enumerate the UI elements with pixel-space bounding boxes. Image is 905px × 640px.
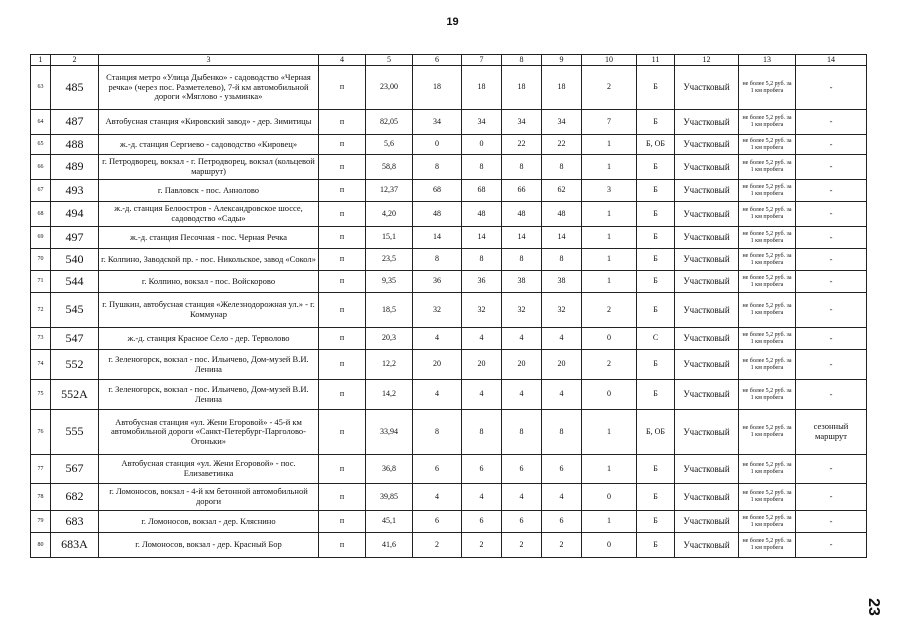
route-length: 12,37 <box>366 180 413 202</box>
column-header: 13 <box>739 55 796 66</box>
cell-c10: 1 <box>582 455 637 484</box>
route-number: 683 <box>51 511 99 533</box>
cell-c7: 36 <box>462 271 502 293</box>
cell-c7: 2 <box>462 533 502 558</box>
row-number: 69 <box>31 227 51 249</box>
vehicle-class: Б <box>637 66 675 110</box>
column-header: 2 <box>51 55 99 66</box>
vehicle-class: Б <box>637 511 675 533</box>
cell-c10: 1 <box>582 202 637 227</box>
column-header: 1 <box>31 55 51 66</box>
cell-c9: 4 <box>542 328 582 350</box>
cell-c6: 32 <box>413 293 462 328</box>
column-header: 5 <box>366 55 413 66</box>
cell-c6: 8 <box>413 155 462 180</box>
cell-c6: 4 <box>413 380 462 410</box>
note: - <box>796 66 867 110</box>
cell-c7: 8 <box>462 155 502 180</box>
vehicle-class: Б <box>637 293 675 328</box>
regularity: Участковый <box>675 227 739 249</box>
route-number: 682 <box>51 484 99 511</box>
cell-c8: 22 <box>502 135 542 155</box>
route-number: 552А <box>51 380 99 410</box>
table-row <box>31 249 867 271</box>
tariff: не более 5,2 руб. за 1 км пробега <box>739 66 796 110</box>
cell-c6: 20 <box>413 350 462 380</box>
regularity: Участковый <box>675 180 739 202</box>
cell-c10: 0 <box>582 484 637 511</box>
route-length: 45,1 <box>366 511 413 533</box>
cell-c10: 1 <box>582 227 637 249</box>
table-row <box>31 180 867 202</box>
route-number: 493 <box>51 180 99 202</box>
route-length: 9,35 <box>366 271 413 293</box>
route-path: г. Павловск - пос. Аннолово <box>99 180 319 202</box>
vehicle-class: Б <box>637 110 675 135</box>
route-type: п <box>319 410 366 455</box>
cell-c8: 6 <box>502 511 542 533</box>
tariff: не более 5,2 руб. за 1 км пробега <box>739 380 796 410</box>
cell-c7: 18 <box>462 66 502 110</box>
cell-c6: 0 <box>413 135 462 155</box>
route-number: 494 <box>51 202 99 227</box>
route-path: г. Зеленогорск, вокзал - пос. Ильичево, Дом-музей В.И. Ленина <box>99 350 319 380</box>
vehicle-class: Б <box>637 455 675 484</box>
vehicle-class: Б <box>637 202 675 227</box>
route-number: 485 <box>51 66 99 110</box>
cell-c10: 2 <box>582 66 637 110</box>
cell-c7: 48 <box>462 202 502 227</box>
row-number: 79 <box>31 511 51 533</box>
cell-c9: 14 <box>542 227 582 249</box>
route-length: 4,20 <box>366 202 413 227</box>
cell-c8: 34 <box>502 110 542 135</box>
table-body <box>31 66 867 558</box>
cell-c6: 2 <box>413 533 462 558</box>
regularity: Участковый <box>675 202 739 227</box>
vehicle-class: Б <box>637 380 675 410</box>
route-length: 82,05 <box>366 110 413 135</box>
cell-c10: 0 <box>582 380 637 410</box>
cell-c10: 1 <box>582 249 637 271</box>
route-type: п <box>319 249 366 271</box>
cell-c7: 14 <box>462 227 502 249</box>
regularity: Участковый <box>675 66 739 110</box>
cell-c7: 34 <box>462 110 502 135</box>
row-number: 72 <box>31 293 51 328</box>
cell-c7: 0 <box>462 135 502 155</box>
tariff: не более 5,2 руб. за 1 км пробега <box>739 484 796 511</box>
table-row <box>31 155 867 180</box>
cell-c8: 14 <box>502 227 542 249</box>
cell-c10: 1 <box>582 135 637 155</box>
route-number: 547 <box>51 328 99 350</box>
note: - <box>796 380 867 410</box>
route-length: 41,6 <box>366 533 413 558</box>
table-row <box>31 511 867 533</box>
row-number: 68 <box>31 202 51 227</box>
cell-c8: 8 <box>502 155 542 180</box>
route-type: п <box>319 380 366 410</box>
vehicle-class: Б <box>637 155 675 180</box>
cell-c10: 0 <box>582 533 637 558</box>
cell-c9: 6 <box>542 511 582 533</box>
route-path: г. Колпино, Заводской пр. - пос. Никольское, завод «Сокол» <box>99 249 319 271</box>
route-number: 545 <box>51 293 99 328</box>
route-type: п <box>319 293 366 328</box>
cell-c8: 4 <box>502 380 542 410</box>
route-type: п <box>319 155 366 180</box>
vehicle-class: Б <box>637 350 675 380</box>
cell-c9: 32 <box>542 293 582 328</box>
tariff: не более 5,2 руб. за 1 км пробега <box>739 249 796 271</box>
route-path: г. Пушкин, автобусная станция «Железнодорожная ул.» - г. Коммунар <box>99 293 319 328</box>
cell-c6: 4 <box>413 484 462 511</box>
route-number: 555 <box>51 410 99 455</box>
regularity: Участковый <box>675 110 739 135</box>
cell-c6: 8 <box>413 249 462 271</box>
route-path: Автобусная станция «ул. Жени Егоровой» - 45-й км автомобильной дороги «Санкт-Петербург-Парголово-Огоньки» <box>99 410 319 455</box>
cell-c8: 48 <box>502 202 542 227</box>
tariff: не более 5,2 руб. за 1 км пробега <box>739 227 796 249</box>
cell-c8: 20 <box>502 350 542 380</box>
route-path: Станция метро «Улица Дыбенко» - садоводство «Черная речка» (через пос. Разметелево), 7-й км автомобильной дороги «Мяглово - узьминка» <box>99 66 319 110</box>
note: - <box>796 180 867 202</box>
route-length: 14,2 <box>366 380 413 410</box>
tariff: не более 5,2 руб. за 1 км пробега <box>739 202 796 227</box>
cell-c9: 4 <box>542 380 582 410</box>
route-number: 567 <box>51 455 99 484</box>
route-length: 15,1 <box>366 227 413 249</box>
table-row <box>31 271 867 293</box>
vehicle-class: Б <box>637 271 675 293</box>
route-number: 489 <box>51 155 99 180</box>
tariff: не более 5,2 руб. за 1 км пробега <box>739 511 796 533</box>
tariff: не более 5,2 руб. за 1 км пробега <box>739 293 796 328</box>
cell-c10: 7 <box>582 110 637 135</box>
vehicle-class: Б <box>637 533 675 558</box>
table-row <box>31 66 867 110</box>
route-path: г. Зеленогорск, вокзал - пос. Ильичево, Дом-музей В.И. Ленина <box>99 380 319 410</box>
cell-c9: 8 <box>542 249 582 271</box>
tariff: не более 5,2 руб. за 1 км пробега <box>739 410 796 455</box>
vehicle-class: Б <box>637 249 675 271</box>
column-header: 10 <box>582 55 637 66</box>
tariff: не более 5,2 руб. за 1 км пробега <box>739 110 796 135</box>
route-type: п <box>319 484 366 511</box>
cell-c6: 34 <box>413 110 462 135</box>
cell-c9: 4 <box>542 484 582 511</box>
row-number: 76 <box>31 410 51 455</box>
route-length: 18,5 <box>366 293 413 328</box>
cell-c8: 4 <box>502 328 542 350</box>
regularity: Участковый <box>675 155 739 180</box>
note: - <box>796 350 867 380</box>
route-number: 497 <box>51 227 99 249</box>
route-type: п <box>319 511 366 533</box>
route-path: г. Ломоносов, вокзал - дер. Красный Бор <box>99 533 319 558</box>
cell-c7: 6 <box>462 511 502 533</box>
tariff: не более 5,2 руб. за 1 км пробега <box>739 328 796 350</box>
row-number: 80 <box>31 533 51 558</box>
cell-c7: 4 <box>462 380 502 410</box>
route-type: п <box>319 455 366 484</box>
tariff: не более 5,2 руб. за 1 км пробега <box>739 155 796 180</box>
page-number: 19 <box>446 16 459 28</box>
route-type: п <box>319 135 366 155</box>
route-length: 39,85 <box>366 484 413 511</box>
route-type: п <box>319 180 366 202</box>
route-type: п <box>319 533 366 558</box>
route-path: г. Ломоносов, вокзал - дер. Кляснино <box>99 511 319 533</box>
tariff: не более 5,2 руб. за 1 км пробега <box>739 135 796 155</box>
row-number: 63 <box>31 66 51 110</box>
cell-c10: 1 <box>582 271 637 293</box>
vehicle-class: Б, ОБ <box>637 410 675 455</box>
route-type: п <box>319 271 366 293</box>
column-header: 6 <box>413 55 462 66</box>
cell-c7: 4 <box>462 328 502 350</box>
cell-c8: 32 <box>502 293 542 328</box>
route-type: п <box>319 110 366 135</box>
note: сезонный маршрут <box>796 410 867 455</box>
regularity: Участковый <box>675 328 739 350</box>
table-row <box>31 293 867 328</box>
cell-c10: 1 <box>582 410 637 455</box>
column-header: 4 <box>319 55 366 66</box>
table-row <box>31 110 867 135</box>
route-type: п <box>319 227 366 249</box>
regularity: Участковый <box>675 350 739 380</box>
cell-c9: 22 <box>542 135 582 155</box>
cell-c7: 68 <box>462 180 502 202</box>
note: - <box>796 293 867 328</box>
cell-c10: 1 <box>582 511 637 533</box>
note: - <box>796 110 867 135</box>
column-header: 14 <box>796 55 867 66</box>
cell-c6: 36 <box>413 271 462 293</box>
vehicle-class: Б <box>637 227 675 249</box>
regularity: Участковый <box>675 135 739 155</box>
note: - <box>796 155 867 180</box>
cell-c6: 4 <box>413 328 462 350</box>
note: - <box>796 227 867 249</box>
route-type: п <box>319 350 366 380</box>
cell-c8: 18 <box>502 66 542 110</box>
regularity: Участковый <box>675 533 739 558</box>
cell-c10: 2 <box>582 293 637 328</box>
route-path: ж.-д. станция Песочная - пос. Черная Речка <box>99 227 319 249</box>
route-path: Автобусная станция «Кировский завод» - дер. Зимитицы <box>99 110 319 135</box>
row-number: 75 <box>31 380 51 410</box>
route-length: 20,3 <box>366 328 413 350</box>
route-type: п <box>319 202 366 227</box>
cell-c9: 62 <box>542 180 582 202</box>
table-row <box>31 328 867 350</box>
row-number: 66 <box>31 155 51 180</box>
cell-c9: 2 <box>542 533 582 558</box>
table-row <box>31 533 867 558</box>
cell-c6: 14 <box>413 227 462 249</box>
column-header: 8 <box>502 55 542 66</box>
regularity: Участковый <box>675 511 739 533</box>
row-number: 70 <box>31 249 51 271</box>
cell-c8: 8 <box>502 410 542 455</box>
cell-c10: 2 <box>582 350 637 380</box>
cell-c10: 1 <box>582 155 637 180</box>
cell-c10: 0 <box>582 328 637 350</box>
route-number: 488 <box>51 135 99 155</box>
cell-c9: 34 <box>542 110 582 135</box>
route-number: 540 <box>51 249 99 271</box>
tariff: не более 5,2 руб. за 1 км пробега <box>739 350 796 380</box>
vehicle-class: Б, ОБ <box>637 135 675 155</box>
cell-c7: 8 <box>462 410 502 455</box>
regularity: Участковый <box>675 410 739 455</box>
tariff: не более 5,2 руб. за 1 км пробега <box>739 533 796 558</box>
route-path: г. Ломоносов, вокзал - 4-й км бетонной автомобильной дороги <box>99 484 319 511</box>
route-number: 552 <box>51 350 99 380</box>
route-type: п <box>319 66 366 110</box>
table-row <box>31 135 867 155</box>
table-row <box>31 380 867 410</box>
route-length: 12,2 <box>366 350 413 380</box>
note: - <box>796 328 867 350</box>
regularity: Участковый <box>675 455 739 484</box>
cell-c8: 66 <box>502 180 542 202</box>
column-header: 3 <box>99 55 319 66</box>
cell-c8: 2 <box>502 533 542 558</box>
route-type: п <box>319 328 366 350</box>
note: - <box>796 202 867 227</box>
route-path: Автобусная станция «ул. Жени Егоровой» - пос. Елизаветинка <box>99 455 319 484</box>
cell-c7: 6 <box>462 455 502 484</box>
cell-c10: 3 <box>582 180 637 202</box>
vehicle-class: Б <box>637 180 675 202</box>
route-length: 5,6 <box>366 135 413 155</box>
cell-c9: 8 <box>542 410 582 455</box>
tariff: не более 5,2 руб. за 1 км пробега <box>739 455 796 484</box>
note: - <box>796 484 867 511</box>
side-page-number: 23 <box>864 598 882 616</box>
cell-c6: 8 <box>413 410 462 455</box>
note: - <box>796 249 867 271</box>
cell-c9: 20 <box>542 350 582 380</box>
route-length: 33,94 <box>366 410 413 455</box>
row-number: 71 <box>31 271 51 293</box>
table-row <box>31 227 867 249</box>
regularity: Участковый <box>675 484 739 511</box>
regularity: Участковый <box>675 293 739 328</box>
note: - <box>796 511 867 533</box>
column-header: 12 <box>675 55 739 66</box>
route-number: 544 <box>51 271 99 293</box>
cell-c9: 6 <box>542 455 582 484</box>
row-number: 65 <box>31 135 51 155</box>
cell-c7: 8 <box>462 249 502 271</box>
table-row <box>31 350 867 380</box>
note: - <box>796 271 867 293</box>
column-header: 9 <box>542 55 582 66</box>
route-length: 23,5 <box>366 249 413 271</box>
tariff: не более 5,2 руб. за 1 км пробега <box>739 180 796 202</box>
cell-c9: 38 <box>542 271 582 293</box>
row-number: 74 <box>31 350 51 380</box>
route-path: ж.-д. станция Белоостров - Александровское шоссе, садоводство «Сады» <box>99 202 319 227</box>
row-number: 64 <box>31 110 51 135</box>
cell-c6: 6 <box>413 511 462 533</box>
column-header: 11 <box>637 55 675 66</box>
tariff: не более 5,2 руб. за 1 км пробега <box>739 271 796 293</box>
route-path: г. Колпино, вокзал - пос. Войскорово <box>99 271 319 293</box>
vehicle-class: С <box>637 328 675 350</box>
route-number: 487 <box>51 110 99 135</box>
note: - <box>796 533 867 558</box>
cell-c8: 38 <box>502 271 542 293</box>
cell-c9: 48 <box>542 202 582 227</box>
row-number: 78 <box>31 484 51 511</box>
cell-c6: 48 <box>413 202 462 227</box>
regularity: Участковый <box>675 380 739 410</box>
cell-c8: 4 <box>502 484 542 511</box>
cell-c7: 32 <box>462 293 502 328</box>
cell-c7: 4 <box>462 484 502 511</box>
route-path: г. Петродворец, вокзал - г. Петродворец, вокзал (кольцевой маршрут) <box>99 155 319 180</box>
cell-c7: 20 <box>462 350 502 380</box>
vehicle-class: Б <box>637 484 675 511</box>
regularity: Участковый <box>675 249 739 271</box>
route-path: ж.-д. станция Красное Село - дер. Терволово <box>99 328 319 350</box>
cell-c6: 6 <box>413 455 462 484</box>
column-header: 7 <box>462 55 502 66</box>
cell-c8: 8 <box>502 249 542 271</box>
routes-table <box>30 54 867 558</box>
row-number: 67 <box>31 180 51 202</box>
route-length: 58,8 <box>366 155 413 180</box>
row-number: 73 <box>31 328 51 350</box>
cell-c9: 18 <box>542 66 582 110</box>
header-row <box>31 55 867 66</box>
cell-c9: 8 <box>542 155 582 180</box>
route-number: 683А <box>51 533 99 558</box>
route-length: 36,8 <box>366 455 413 484</box>
table-row <box>31 455 867 484</box>
table-row <box>31 202 867 227</box>
regularity: Участковый <box>675 271 739 293</box>
cell-c8: 6 <box>502 455 542 484</box>
row-number: 77 <box>31 455 51 484</box>
table-row <box>31 410 867 455</box>
cell-c6: 18 <box>413 66 462 110</box>
cell-c6: 68 <box>413 180 462 202</box>
note: - <box>796 135 867 155</box>
table-row <box>31 484 867 511</box>
note: - <box>796 455 867 484</box>
route-length: 23,00 <box>366 66 413 110</box>
route-path: ж.-д. станция Сергиево - садоводство «Кировец» <box>99 135 319 155</box>
